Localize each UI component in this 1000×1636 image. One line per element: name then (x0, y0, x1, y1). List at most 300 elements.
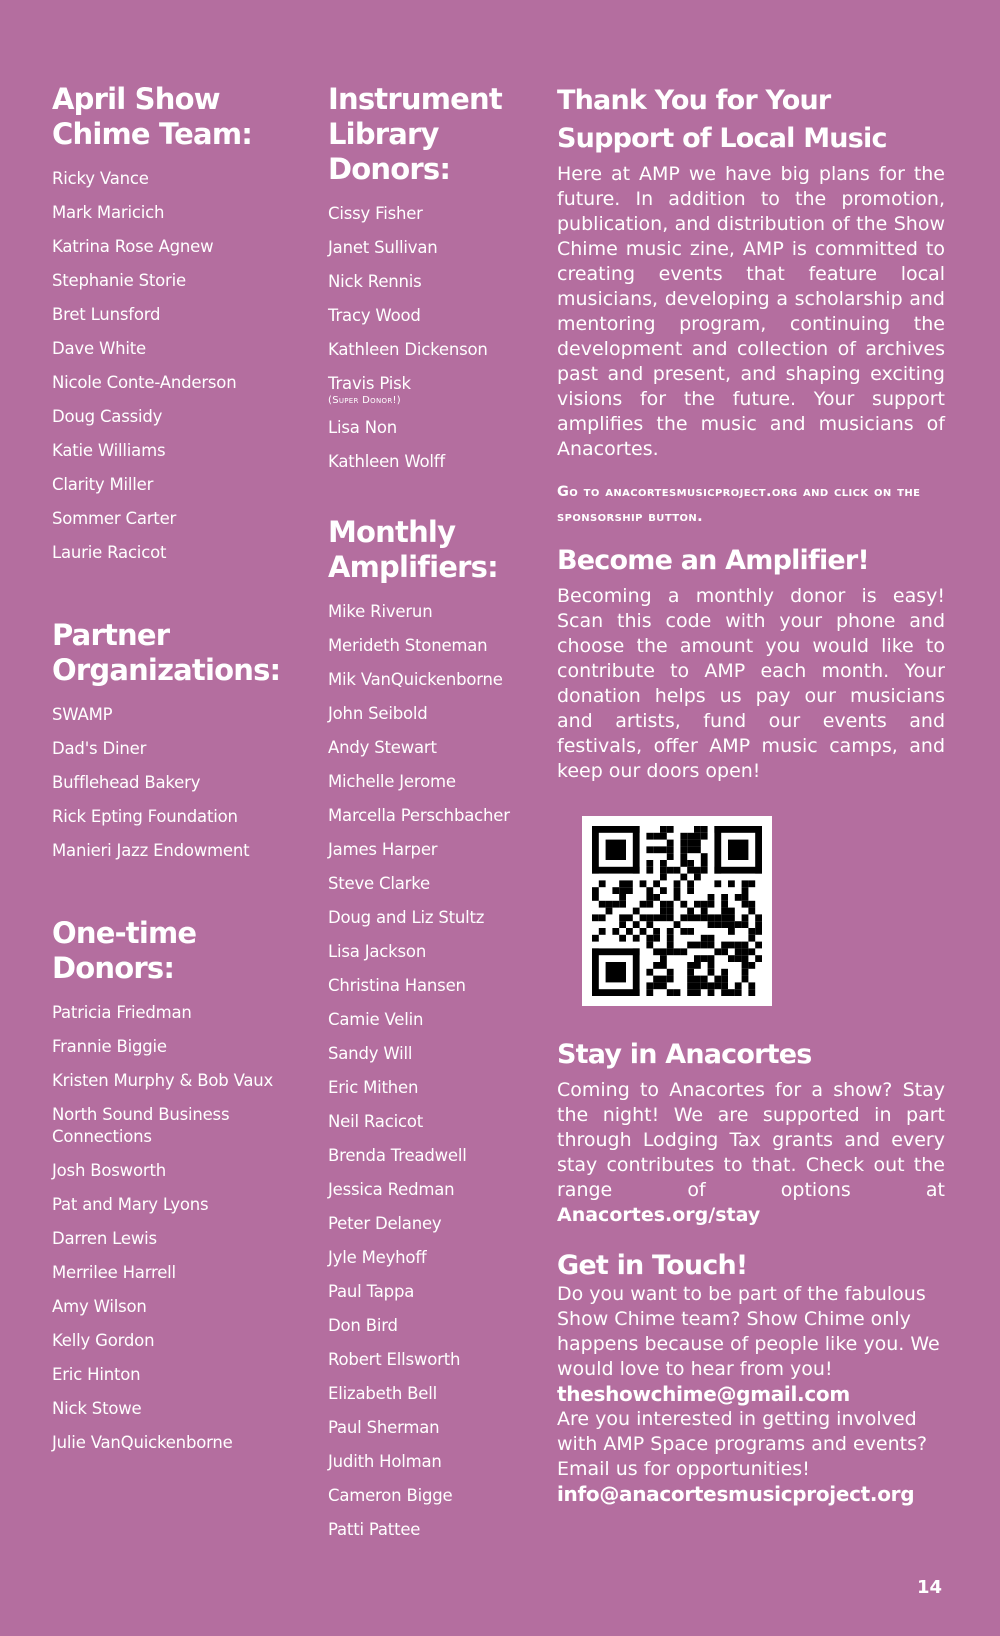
list-item (328, 765, 546, 799)
qr-module (660, 982, 667, 989)
qr-module (606, 840, 626, 860)
chime-team-list (52, 162, 314, 570)
qr-module (687, 969, 694, 976)
list-item (52, 264, 314, 298)
list-item (328, 969, 546, 1003)
qr-module (714, 976, 721, 983)
qr-module (694, 840, 701, 847)
list-item-text: Merrilee Harrell (52, 1263, 176, 1282)
list-item (328, 411, 546, 445)
list-item (52, 1256, 314, 1290)
qr-module (680, 928, 687, 935)
qr-module (701, 901, 708, 908)
qr-module (646, 860, 653, 867)
list-item-text: Eric Hinton (52, 1365, 141, 1384)
qr-module (701, 982, 708, 989)
list-item-text: Sandy Will (328, 1044, 413, 1063)
qr-module (687, 976, 694, 983)
list-item (328, 663, 546, 697)
qr-module (728, 908, 735, 915)
list-item-text: Brenda Treadwell (328, 1146, 467, 1165)
qr-module (728, 914, 735, 921)
list-item-text: Clarity Miller (52, 475, 154, 494)
list-item-text: Christina Hansen (328, 976, 466, 995)
qr-module (619, 935, 626, 942)
qr-module (680, 914, 687, 921)
qr-module (708, 914, 715, 921)
qr-module (640, 914, 647, 921)
showchime-email[interactable]: theshowchime@gmail.com (557, 1382, 850, 1406)
right-column (557, 82, 945, 1507)
list-item (52, 996, 314, 1030)
qr-module (735, 921, 742, 928)
list-item-text: Nick Rennis (328, 272, 422, 291)
qr-module (653, 914, 660, 921)
list-item-text: Don Bird (328, 1316, 398, 1335)
list-item (328, 1173, 546, 1207)
qr-module (728, 928, 735, 935)
qr-module (735, 942, 742, 949)
list-item-text: Judith Holman (328, 1452, 442, 1471)
qr-module (687, 982, 694, 989)
qr-module (592, 887, 599, 894)
qr-module (646, 942, 653, 949)
qr-module (667, 942, 674, 949)
qr-module (667, 989, 674, 996)
qr-module (701, 867, 708, 874)
qr-module (748, 880, 755, 887)
qr-module (748, 908, 755, 915)
qr-module (660, 874, 667, 881)
list-item-text: Katrina Rose Agnew (52, 237, 214, 256)
one-time-heading: One-time Donors: (52, 916, 197, 985)
stay-heading: Stay in Anacortes (557, 1039, 812, 1070)
qr-module (599, 901, 606, 908)
qr-module (714, 826, 721, 874)
qr-module (592, 867, 640, 874)
qr-module (660, 955, 667, 962)
qr-module (755, 942, 762, 949)
qr-module (687, 840, 694, 847)
qr-module (619, 894, 626, 901)
list-item-text: Elizabeth Bell (328, 1384, 438, 1403)
qr-module (701, 908, 708, 915)
list-item-text: Patti Pattee (328, 1520, 421, 1539)
list-item-text: John Seibold (328, 704, 428, 723)
qr-module (667, 867, 674, 874)
list-item (328, 1445, 546, 1479)
qr-module (646, 989, 653, 996)
qr-module (714, 826, 762, 833)
qr-module (694, 989, 701, 996)
qr-module (660, 887, 667, 894)
qr-module (735, 982, 742, 989)
list-item-text: Andy Stewart (328, 738, 437, 757)
list-item (52, 1030, 314, 1064)
list-item (52, 536, 314, 570)
qr-module (708, 942, 715, 949)
qr-module (714, 867, 762, 874)
chime-team-heading: April Show Chime Team: (52, 82, 253, 151)
list-item-text: Travis Pisk (328, 374, 411, 393)
qr-module (674, 880, 681, 887)
list-item-text: Jessica Redman (328, 1180, 455, 1199)
qr-module (660, 860, 667, 867)
list-item-text: Doug Cassidy (52, 407, 163, 426)
qr-module (592, 826, 599, 874)
qr-module (755, 928, 762, 935)
qr-module (694, 901, 701, 908)
list-item-text: Robert Ellsworth (328, 1350, 461, 1369)
qr-module (599, 914, 606, 921)
qr-module (735, 989, 742, 996)
qr-module (694, 982, 701, 989)
qr-module (640, 880, 647, 887)
list-item-text: Bret Lunsford (52, 305, 161, 324)
list-item-text: Dad's Diner (52, 739, 147, 758)
qr-module (667, 908, 674, 915)
list-item-text: Patricia Friedman (52, 1003, 192, 1022)
list-item (52, 366, 314, 400)
qr-module (742, 942, 749, 949)
qr-module (687, 908, 694, 915)
list-item (328, 197, 546, 231)
amplifier-body: Becoming a monthly donor is easy! Scan this code with your phone and choose the amount you would like to contribute to AMP each month. Your donation helps us pay our musicians and artists, fund our events and festivals, offer AMP music camps, and keep our doors open! (557, 585, 945, 782)
list-item-text: Katie Williams (52, 441, 166, 460)
qr-module (721, 908, 728, 915)
list-item-text: Dave White (52, 339, 146, 358)
qr-module (728, 880, 735, 887)
list-item (52, 1154, 314, 1188)
qr-module (653, 928, 660, 935)
stay-text: Coming to Anacortes for a show? Stay the night! We are supported in part through Lodging Tax grants and every stay contributes to that. Check out the range of options at (557, 1079, 945, 1201)
list-item (52, 1426, 314, 1460)
qr-module (708, 989, 715, 996)
list-item (52, 196, 314, 230)
list-item (52, 1098, 314, 1154)
qr-module (667, 935, 674, 942)
qr-module (660, 962, 667, 969)
qr-module (619, 921, 626, 928)
list-item (328, 901, 546, 935)
touch-body-2: Are you interested in getting involved with AMP Space programs and events? Email us for opportunities! (557, 1408, 928, 1480)
list-item (328, 799, 546, 833)
qr-module (612, 901, 619, 908)
list-item (52, 698, 314, 732)
super-donor-note: (Super Donor!) (328, 395, 401, 406)
qr-module (619, 887, 626, 894)
qr-module (742, 894, 749, 901)
qr-module (755, 914, 762, 921)
middle-column (328, 82, 546, 1547)
qr-module (755, 826, 762, 874)
list-item (52, 1064, 314, 1098)
qr-module (694, 976, 701, 983)
list-item (328, 445, 546, 479)
qr-module (721, 982, 728, 989)
list-item (328, 299, 546, 333)
list-item-text: Doug and Liz Stultz (328, 908, 485, 927)
list-item-text: Josh Bosworth (52, 1161, 166, 1180)
qr-module (742, 969, 749, 976)
list-item-text: Michelle Jerome (328, 772, 456, 791)
qr-module (680, 874, 687, 881)
thanks-heading: Thank You for Your Support of Local Music (557, 85, 887, 154)
qr-module (606, 901, 613, 908)
qr-module (592, 826, 640, 833)
qr-module (660, 826, 667, 833)
qr-module (646, 833, 653, 840)
qr-module (667, 948, 674, 955)
list-item-text: Marcella Perschbacher (328, 806, 510, 825)
list-item (328, 1207, 546, 1241)
qr-module (742, 955, 749, 962)
list-item (328, 231, 546, 265)
list-item (328, 833, 546, 867)
qr-module (680, 833, 687, 840)
list-item (52, 1392, 314, 1426)
touch-heading: Get in Touch! (557, 1250, 748, 1281)
qr-module (612, 928, 619, 935)
qr-module (592, 914, 599, 921)
amplifier-heading: Become an Amplifier! (557, 545, 869, 576)
list-item (52, 400, 314, 434)
qr-module (626, 880, 633, 887)
qr-module (626, 928, 633, 935)
list-item (328, 1377, 546, 1411)
list-item-text: Frannie Biggie (52, 1037, 167, 1056)
qr-module (660, 948, 667, 955)
qr-module (646, 887, 653, 894)
partners-list (52, 698, 314, 868)
qr-module (701, 826, 708, 833)
qr-module (667, 853, 674, 860)
qr-module (599, 928, 606, 935)
list-item-text: Cameron Bigge (328, 1486, 453, 1505)
qr-module (667, 846, 674, 853)
list-item-text: James Harper (328, 840, 438, 859)
qr-module (708, 982, 715, 989)
list-item (328, 731, 546, 765)
qr-module (701, 942, 708, 949)
qr-module (708, 921, 715, 928)
list-item-text: Bufflehead Bakery (52, 773, 201, 792)
qr-module (748, 962, 755, 969)
list-item-text: Neil Racicot (328, 1112, 424, 1131)
list-item-text: Ricky Vance (52, 169, 149, 188)
qr-module (742, 921, 749, 928)
qr-module (687, 914, 694, 921)
qr-module (653, 846, 660, 853)
qr-module (701, 935, 708, 942)
qr-module (694, 914, 701, 921)
list-item-text: Tracy Wood (328, 306, 421, 325)
list-item (328, 333, 546, 367)
qr-module (721, 969, 728, 976)
list-item-text: Peter Delaney (328, 1214, 442, 1233)
qr-module (748, 948, 755, 955)
qr-module (721, 989, 728, 996)
list-item-text: Nicole Conte-Anderson (52, 373, 237, 392)
qr-module (714, 948, 721, 955)
qr-module (660, 901, 667, 908)
qr-module (728, 989, 735, 996)
qr-module (748, 989, 755, 996)
qr-module (701, 853, 708, 860)
qr-module (653, 880, 660, 887)
list-item (328, 1139, 546, 1173)
stay-link[interactable]: Anacortes.org/stay (557, 1204, 761, 1226)
qr-module (742, 901, 749, 908)
list-item-text: Paul Tappa (328, 1282, 415, 1301)
qr-module (653, 833, 660, 840)
qr-module (619, 901, 626, 908)
list-item (52, 1188, 314, 1222)
qr-module (646, 914, 653, 921)
qr-module (748, 935, 755, 942)
qr-module (646, 846, 653, 853)
list-item-text: Mike Riverun (328, 602, 433, 621)
qr-module (660, 976, 667, 983)
qr-module (592, 935, 599, 942)
list-item (328, 629, 546, 663)
qr-module (680, 853, 687, 860)
list-item (52, 298, 314, 332)
qr-module (606, 962, 626, 982)
qr-module (633, 908, 640, 915)
list-item (52, 434, 314, 468)
qr-module (701, 833, 708, 840)
list-item (328, 1309, 546, 1343)
qr-module (694, 867, 701, 874)
qr-module (633, 948, 640, 996)
qr-module (633, 921, 640, 928)
partners-section (52, 618, 314, 868)
list-item-text: Janet Sullivan (328, 238, 438, 257)
qr-module (708, 894, 715, 901)
qr-module (721, 976, 728, 983)
list-item (52, 800, 314, 834)
qr-module (646, 935, 653, 942)
qr-module (714, 921, 721, 928)
left-column (52, 82, 314, 1460)
qr-module (633, 826, 640, 874)
qr-module (742, 948, 749, 955)
qr-module (728, 840, 748, 860)
qr-module (653, 948, 660, 955)
qr-module (721, 942, 728, 949)
list-item (52, 332, 314, 366)
qr-module (667, 976, 674, 983)
qr-module (646, 901, 653, 908)
qr-module (653, 962, 660, 969)
qr-module (714, 914, 721, 921)
list-item-text: Stephanie Storie (52, 271, 186, 290)
list-item (328, 367, 546, 411)
qr-module (667, 969, 674, 976)
qr-module (728, 955, 735, 962)
qr-module (742, 880, 749, 887)
list-item (52, 1222, 314, 1256)
qr-module (755, 955, 762, 962)
list-item (52, 162, 314, 196)
qr-module (612, 887, 619, 894)
qr-module (742, 962, 749, 969)
qr-module (687, 887, 694, 894)
amp-email[interactable]: info@anacortesmusicproject.org (557, 1482, 915, 1506)
qr-module (687, 962, 694, 969)
qr-module (653, 894, 660, 901)
qr-module (721, 914, 728, 921)
qr-code[interactable] (582, 816, 772, 1006)
list-item-text: Kathleen Dickenson (328, 340, 488, 359)
stay-body (557, 1078, 945, 1228)
qr-module (646, 867, 653, 874)
qr-module (653, 935, 660, 942)
list-item (52, 766, 314, 800)
qr-module (694, 874, 701, 881)
qr-module (701, 976, 708, 983)
qr-module (667, 901, 674, 908)
qr-module (667, 826, 674, 833)
list-item (328, 1479, 546, 1513)
qr-module (748, 928, 755, 935)
list-item (328, 867, 546, 901)
qr-module (640, 901, 647, 908)
instrument-section (328, 82, 546, 479)
qr-module (728, 942, 735, 949)
qr-module (667, 840, 674, 847)
qr-module (646, 894, 653, 901)
list-item (328, 595, 546, 629)
qr-module (674, 948, 681, 955)
monthly-heading: Monthly Amplifiers: (328, 515, 498, 584)
list-item (328, 1003, 546, 1037)
qr-module (694, 942, 701, 949)
qr-module (633, 935, 640, 942)
qr-module (680, 948, 687, 955)
qr-module (694, 955, 701, 962)
list-item-text: Jyle Meyhoff (328, 1248, 427, 1267)
qr-module (687, 846, 694, 853)
list-item (328, 1343, 546, 1377)
qr-module (592, 948, 599, 996)
list-item (52, 1324, 314, 1358)
qr-module (680, 860, 687, 867)
list-item-text: Merideth Stoneman (328, 636, 488, 655)
qr-module (667, 914, 674, 921)
qr-module (674, 894, 681, 901)
qr-module (592, 989, 640, 996)
list-item (52, 834, 314, 868)
qr-module (735, 948, 742, 955)
qr-module (626, 887, 633, 894)
qr-module (680, 840, 687, 847)
qr-module (687, 989, 694, 996)
touch-body-1: Do you want to be part of the fabulous Show Chime team? Show Chime only happens because of people like you. We would love to hear from you! (557, 1283, 940, 1380)
qr-module (619, 880, 626, 887)
list-item-text: Darren Lewis (52, 1229, 157, 1248)
list-item (328, 935, 546, 969)
qr-module (742, 976, 749, 983)
list-item-text: Amy Wilson (52, 1297, 147, 1316)
list-item-text: Cissy Fisher (328, 204, 423, 223)
qr-module (687, 833, 694, 840)
qr-module (606, 908, 613, 915)
qr-module (714, 982, 721, 989)
list-item (52, 502, 314, 536)
qr-module (687, 928, 694, 935)
